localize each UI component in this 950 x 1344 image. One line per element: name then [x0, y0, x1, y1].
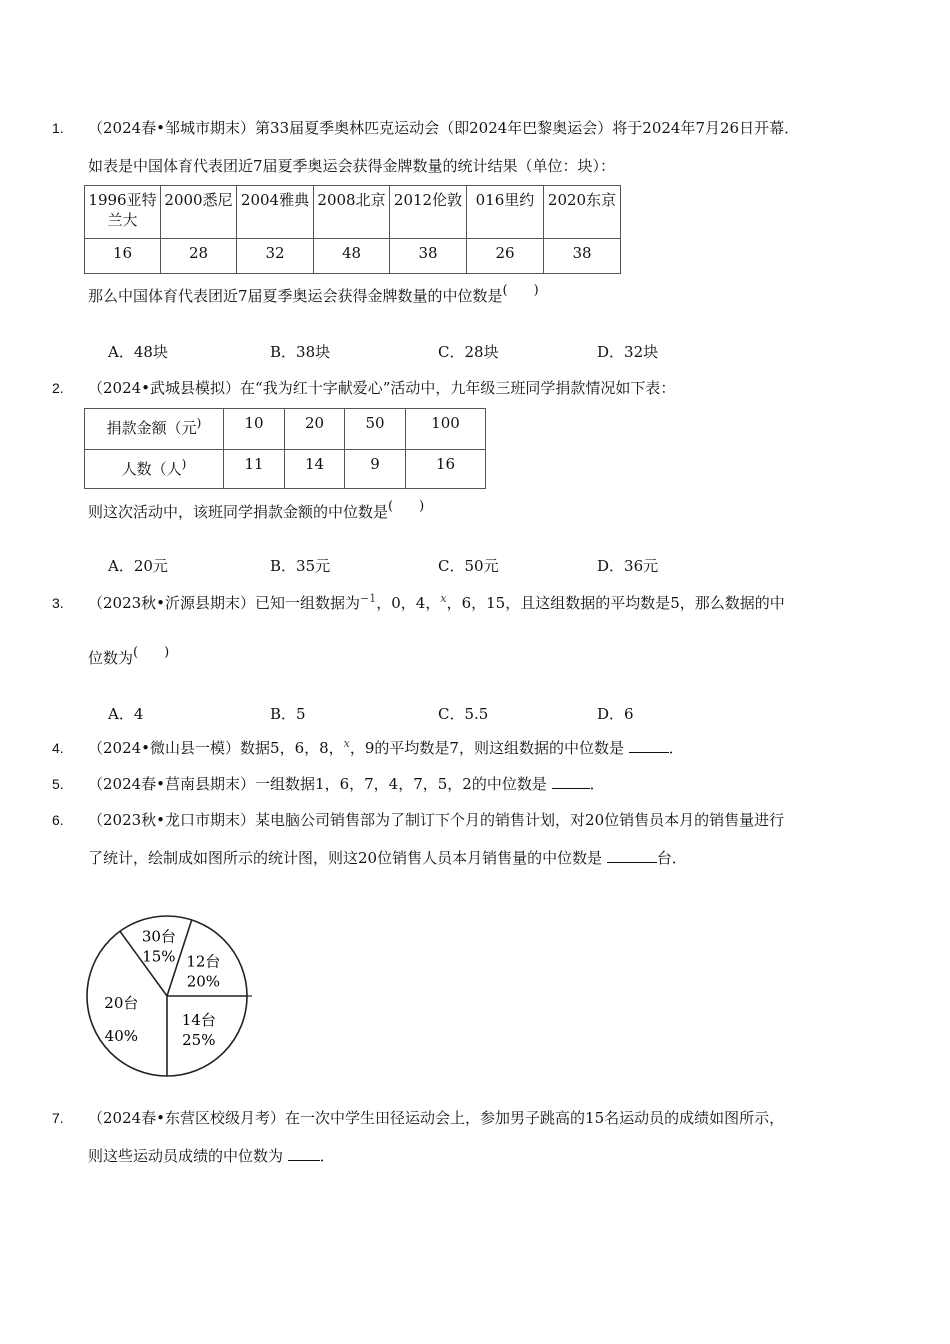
- question-number: 2.: [52, 380, 64, 396]
- option-c: C．28块: [438, 343, 499, 361]
- option-a: A．20元: [108, 557, 168, 575]
- table-header-cell: 016里约: [467, 186, 544, 239]
- question-stem: 则这次活动中，该班同学捐款金额的中位数是: [88, 503, 389, 521]
- option-c: C．50元: [438, 557, 499, 575]
- table-cell: 50: [345, 409, 406, 450]
- question-number: 1.: [52, 120, 64, 136]
- question-text: [88, 501, 424, 522]
- question-number: 6.: [52, 812, 64, 828]
- option-a: A．4: [108, 705, 144, 723]
- question-number: 4.: [52, 740, 64, 756]
- table-cell: 48: [314, 239, 390, 274]
- answer-paren: ( ): [388, 499, 425, 514]
- table-cell: 38: [390, 239, 467, 274]
- pie-slice-percent: 15%: [142, 947, 176, 966]
- question-text: （2024•武城县模拟）在“我为红十字献爱心”活动中，九年级三班同学捐款情况如下表：: [88, 379, 676, 397]
- pie-slice-percent: 40%: [104, 1026, 139, 1045]
- question-text: [88, 285, 539, 306]
- table-cell: 9: [345, 450, 406, 489]
- answer-blank: [607, 850, 657, 863]
- option-d: D．36元: [597, 557, 659, 575]
- option-d: D．6: [597, 705, 634, 723]
- donation-table: [84, 408, 486, 489]
- table-header-cell: 2012伦敦: [390, 186, 467, 239]
- question-text: 则这些运动员成绩的中位数为 ．: [88, 1147, 335, 1165]
- question-number: 5.: [52, 776, 64, 792]
- question-text: （2023秋•沂源县期末）已知一组数据为$^{-1}$，0，4，$^x$，6，15，且这组数据的平均数是5，那么数据的中: [88, 592, 785, 612]
- pie-chart: [80, 910, 260, 1082]
- pie-slice-label: 20台: [104, 993, 139, 1012]
- option-b: B．5: [270, 705, 306, 723]
- table-cell: 26: [467, 239, 544, 274]
- table-cell: 10: [224, 409, 285, 450]
- pie-slice-percent: 25%: [182, 1030, 216, 1049]
- table-cell: 100: [406, 409, 486, 450]
- table-cell: 11: [224, 450, 285, 489]
- question-number: 7.: [52, 1110, 64, 1126]
- table-cell: 16: [406, 450, 486, 489]
- answer-blank: [629, 740, 669, 753]
- table-header-cell: 2008北京: [314, 186, 390, 239]
- medal-table: [84, 185, 621, 274]
- table-header-cell: 1996亚特兰大: [85, 186, 161, 239]
- option-c: C．5.5: [438, 705, 489, 723]
- math-variable-x: x: [343, 737, 350, 750]
- answer-blank: [552, 776, 590, 789]
- table-header-cell: 2004雅典: [237, 186, 314, 239]
- question-text: （2023秋•龙口市期末）某电脑公司销售部为了制订下个月的销售计划，对20位销售员本月的销售量进行: [88, 811, 785, 829]
- answer-blank: [288, 1148, 320, 1161]
- pie-slice-label: 30台: [141, 927, 176, 946]
- pie-slice-label: 14台: [181, 1010, 216, 1029]
- question-text: 位数为( ): [88, 645, 170, 667]
- answer-paren: ( ): [502, 283, 539, 298]
- question-text: （2024春•邹城市期末）第33届夏季奥林匹克运动会（即2024年巴黎奥运会）将于2024年7月26日开幕．: [88, 119, 800, 137]
- pie-slice-percent: 20%: [186, 972, 221, 991]
- math-variable-x: x: [440, 592, 447, 605]
- table-cell: 16: [85, 239, 161, 274]
- table-cell: 28: [161, 239, 237, 274]
- question-text: 了统计，绘制成如图所示的统计图，则这20位销售人员本月销售量的中位数是 台．: [88, 849, 687, 867]
- table-cell: 32: [237, 239, 314, 274]
- question-text: （2024春•东营区校级月考）在一次中学生田径运动会上，参加男子跳高的15名运动员的成绩如图所示，: [88, 1109, 785, 1127]
- question-text: 如表是中国体育代表团近7届夏季奥运会获得金牌数量的统计结果（单位：块）：: [88, 157, 616, 175]
- option-b: B．35元: [270, 557, 331, 575]
- table-cell: 20: [285, 409, 345, 450]
- table-header-cell: 2020东京: [544, 186, 621, 239]
- answer-paren: ( ): [133, 645, 170, 660]
- question-stem: 那么中国体育代表团近7届夏季奥运会获得金牌数量的中位数是: [88, 287, 503, 305]
- table-header-cell: 2000悉尼: [161, 186, 237, 239]
- question-text: （2024春•莒南县期末）一组数据1，6，7，4，7，5，2的中位数是 ．: [88, 775, 605, 793]
- table-row-label: 捐款金额（元): [85, 409, 224, 450]
- option-b: B．38块: [270, 343, 331, 361]
- table-cell: 38: [544, 239, 621, 274]
- option-d: D．32块: [597, 343, 659, 361]
- table-cell: 14: [285, 450, 345, 489]
- math-minus-one: −1: [360, 592, 377, 605]
- question-text: （2024•微山县一模）数据5，6，8，$^x$，9的平均数是7，则这组数据的中位数是 ．: [88, 737, 684, 757]
- table-row-label: 人数（人): [85, 450, 224, 489]
- option-a: A．48块: [108, 343, 168, 361]
- question-number: 3.: [52, 595, 64, 611]
- pie-slice-label: 12台: [186, 952, 221, 971]
